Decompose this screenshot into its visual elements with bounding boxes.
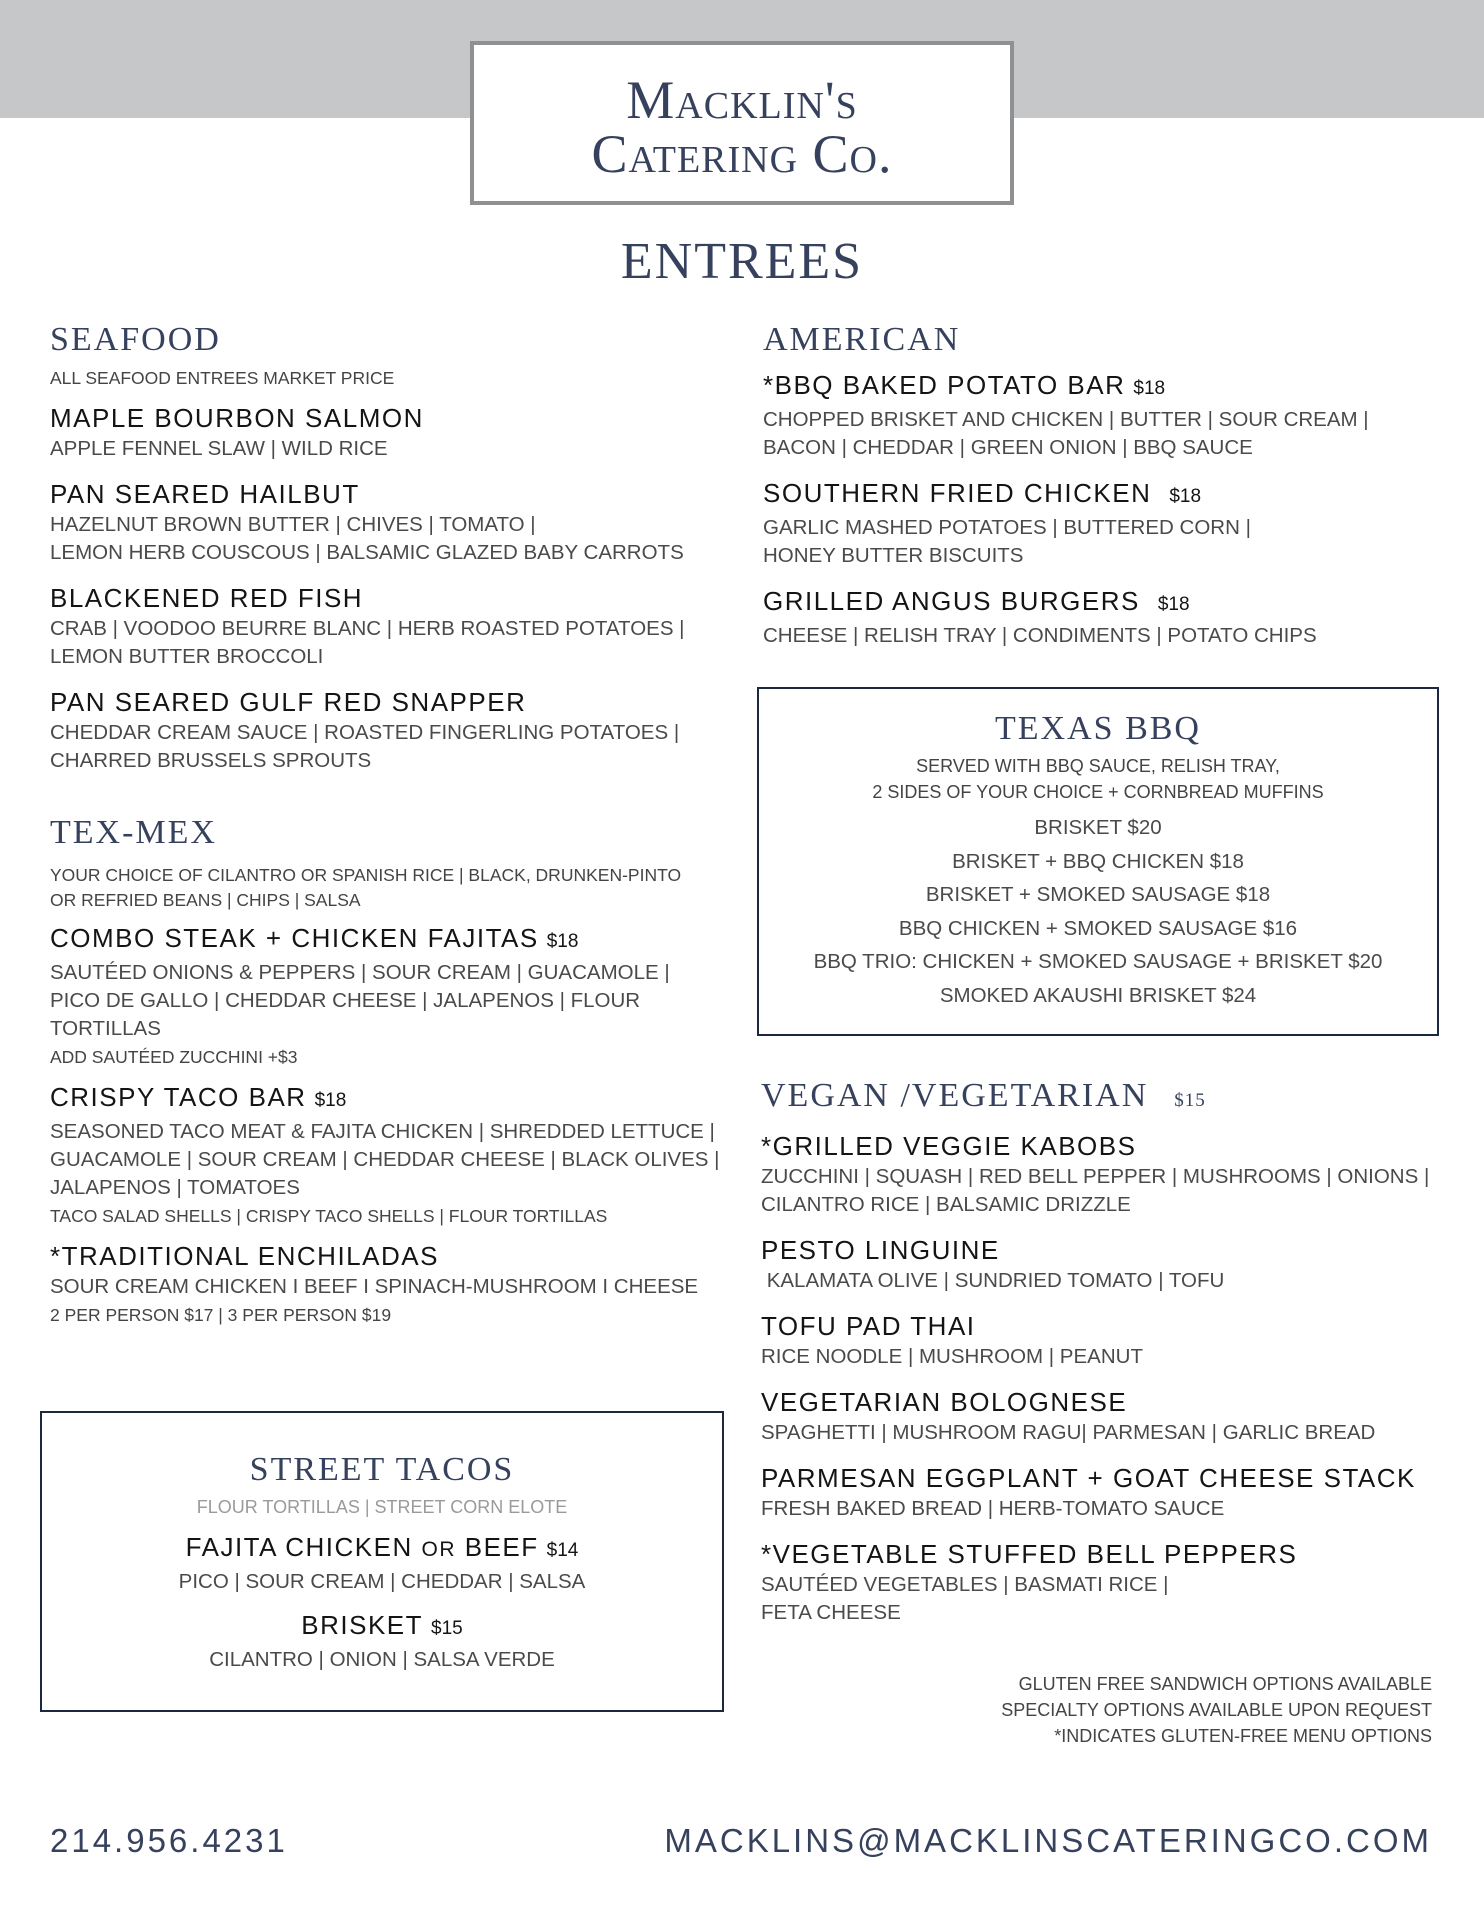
dish-name: *VEGETABLE STUFFED BELL PEPPERS [761,1539,1298,1569]
dish-desc: PICO DE GALLO | CHEDDAR CHEESE | JALAPENOS | FLOUR [50,989,641,1012]
texas-bbq-title: TEXAS BBQ [995,710,1201,747]
street-tacos-box [40,1411,724,1712]
menu-item [763,476,1369,570]
dish-name: BRISKET [301,1610,424,1640]
dish-desc: ZUCCHINI | SQUASH | RED BELL PEPPER | MUSHROOMS | ONIONS | [761,1165,1430,1188]
menu-item [763,584,1369,650]
dish-desc: FETA CHEESE [761,1601,901,1624]
dish-name: PAN SEARED GULF RED SNAPPER [50,687,527,717]
street-tacos-note: FLOUR TORTILLAS | STREET CORN ELOTE [196,1497,568,1517]
menu-item [763,368,1369,462]
menu-item [50,1239,719,1328]
dish-price: $14 [546,1540,579,1561]
dish-desc: CHARRED BRUSSELS SPROUTS [50,749,372,772]
bbq-option: BBQ CHICKEN + SMOKED SAUSAGE $16 [898,916,1298,940]
menu-item [50,401,685,463]
dish-desc: KALAMATA OLIVE | SUNDRIED TOMATO | TOFU [761,1269,1225,1292]
bbq-option: BBQ TRIO: CHICKEN + SMOKED SAUSAGE + BRISKET $20 [813,950,1383,973]
dish-name: *GRILLED VEGGIE KABOBS [761,1131,1137,1161]
dish-desc: CILANTRO | ONION | SALSA VERDE [209,1648,555,1671]
menu-item [761,1309,1429,1371]
dish-name: VEGETARIAN BOLOGNESE [761,1387,1128,1417]
dish-desc: TORTILLAS [50,1017,161,1040]
dish-name: PARMESAN EGGPLANT + GOAT CHEESE STACK [761,1463,1416,1493]
dish-desc: CILANTRO RICE | BALSAMIC DRIZZLE [761,1193,1131,1216]
dish-desc: GARLIC MASHED POTATOES | BUTTERED CORN | [763,516,1251,539]
menu-item [42,1530,722,1596]
dish-desc: CHEDDAR CREAM SAUCE | ROASTED FINGERLING POTATOES | [50,721,680,744]
menu-item [761,1537,1429,1627]
texmex-section [50,813,719,1328]
dish-name: PAN SEARED HAILBUT [50,479,360,509]
seafood-note: ALL SEAFOOD ENTREES MARKET PRICE [50,368,395,388]
dish-name: BEEF [456,1532,539,1562]
texmex-title: TEX-MEX [50,814,217,851]
dish-desc: CHEESE | RELISH TRAY | CONDIMENTS | POTATO CHIPS [763,624,1317,647]
dish-price: $18 [314,1090,347,1111]
dish-name: *TRADITIONAL ENCHILADAS [50,1241,439,1271]
dish-desc: FRESH BAKED BREAD | HERB-TOMATO SAUCE [761,1497,1225,1520]
dish-desc: APPLE FENNEL SLAW | WILD RICE [50,437,388,460]
bbq-option: BRISKET + BBQ CHICKEN $18 [952,849,1244,873]
footnote-line: GLUTEN FREE SANDWICH OPTIONS AVAILABLE [1018,1674,1432,1694]
dish-name: CRISPY TACO BAR [50,1082,307,1112]
dish-desc: SAUTÉED VEGETABLES | BASMATI RICE | [761,1573,1169,1596]
logo-line-2: Catering Co. [591,124,893,184]
menu-item [50,581,685,671]
company-logo [470,41,1014,205]
texmex-note: YOUR CHOICE OF CILANTRO OR SPANISH RICE | BLACK, DRUNKEN-PINTO [50,865,682,885]
dish-name: FAJITA CHICKEN [185,1532,422,1562]
menu-item [50,477,685,567]
seafood-title: SEAFOOD [50,321,221,358]
vegan-section [761,1076,1429,1627]
footnote-line: SPECIALTY OPTIONS AVAILABLE UPON REQUEST [1001,1700,1432,1720]
dish-price: $18 [1169,486,1202,507]
bbq-option: SMOKED AKAUSHI BRISKET $24 [939,983,1257,1007]
email-address: MACKLINS@MACKLINSCATERINGCO.COM [664,1822,1432,1859]
dish-desc: LEMON BUTTER BROCCOLI [50,645,324,668]
dish-extra: TACO SALAD SHELLS | CRISPY TACO SHELLS | FLOUR TORTILLAS [50,1206,608,1226]
dish-desc: SEASONED TACO MEAT & FAJITA CHICKEN | SHREDDED LETTUCE | [50,1120,715,1143]
texas-bbq-note: 2 SIDES OF YOUR CHOICE + CORNBREAD MUFFINS [872,782,1324,802]
logo-line-1: Macklin's [626,70,858,130]
texmex-note: OR REFRIED BEANS | CHIPS | SALSA [50,890,361,910]
footnotes [1001,1671,1432,1749]
menu-item [761,1233,1429,1295]
dish-desc: GUACAMOLE | SOUR CREAM | CHEDDAR CHEESE | BLACK OLIVES | [50,1148,720,1171]
american-title: AMERICAN [763,321,961,358]
dish-extra: 2 PER PERSON $17 | 3 PER PERSON $19 [50,1305,392,1325]
vegan-price: $15 [1174,1090,1206,1111]
dish-price: $18 [1157,594,1190,615]
bbq-option: BRISKET + SMOKED SAUSAGE $18 [925,883,1271,906]
dish-name: GRILLED ANGUS BURGERS [763,586,1140,616]
bbq-option: BRISKET $20 [1034,816,1162,839]
menu-item [50,921,719,1070]
phone-number: 214.956.4231 [50,1822,288,1859]
menu-item [761,1129,1429,1219]
dish-desc: SOUR CREAM CHICKEN I BEEF I SPINACH-MUSHROOM I CHEESE [50,1275,699,1298]
dish-desc: CHOPPED BRISKET AND CHICKEN | BUTTER | SOUR CREAM | [763,408,1369,431]
dish-name: *BBQ BAKED POTATO BAR [763,370,1126,400]
texas-bbq-note: SERVED WITH BBQ SAUCE, RELISH TRAY, [916,756,1280,776]
footnote-line: *INDICATES GLUTEN-FREE MENU OPTIONS [1054,1726,1432,1746]
dish-desc: RICE NOODLE | MUSHROOM | PEANUT [761,1345,1143,1368]
menu-item [42,1608,722,1674]
dish-desc: SPAGHETTI | MUSHROOM RAGU| PARMESAN | GARLIC BREAD [761,1421,1376,1444]
menu-item [50,1080,719,1229]
vegan-title: VEGAN /VEGETARIAN [761,1077,1149,1114]
dish-name: PESTO LINGUINE [761,1235,1000,1265]
dish-extra: ADD SAUTÉED ZUCCHINI +$3 [50,1047,298,1067]
dish-name: SOUTHERN FRIED CHICKEN [763,478,1152,508]
dish-desc: PICO | SOUR CREAM | CHEDDAR | SALSA [178,1570,586,1593]
dish-name: COMBO STEAK + CHICKEN FAJITAS [50,923,539,953]
dish-price: $18 [1133,378,1166,399]
dish-desc: HONEY BUTTER BISCUITS [763,544,1024,567]
menu-item [50,685,685,775]
dish-desc: HAZELNUT BROWN BUTTER | CHIVES | TOMATO | [50,513,536,536]
dish-price: $15 [431,1618,463,1639]
dish-desc: LEMON HERB COUSCOUS | BALSAMIC GLAZED BABY CARROTS [50,541,684,564]
seafood-section [50,320,685,775]
street-tacos-title: STREET TACOS [249,1451,515,1488]
dish-desc: SAUTÉED ONIONS & PEPPERS | SOUR CREAM | GUACAMOLE | [50,961,670,984]
dish-desc: CRAB | VOODOO BEURRE BLANC | HERB ROASTED POTATOES | [50,617,685,640]
texas-bbq-box [757,687,1439,1036]
menu-item [761,1385,1429,1447]
dish-name: TOFU PAD THAI [761,1311,976,1341]
dish-desc: JALAPENOS | TOMATOES [50,1176,300,1199]
menu-item [761,1461,1429,1523]
page-title: ENTREES [620,233,864,290]
dish-desc: BACON | CHEDDAR | GREEN ONION | BBQ SAUCE [763,436,1253,459]
american-section [763,320,1369,650]
dish-name: BLACKENED RED FISH [50,583,364,613]
dish-name: MAPLE BOURBON SALMON [50,403,424,433]
dish-name-or: OR [421,1538,456,1561]
dish-price: $18 [546,931,579,952]
